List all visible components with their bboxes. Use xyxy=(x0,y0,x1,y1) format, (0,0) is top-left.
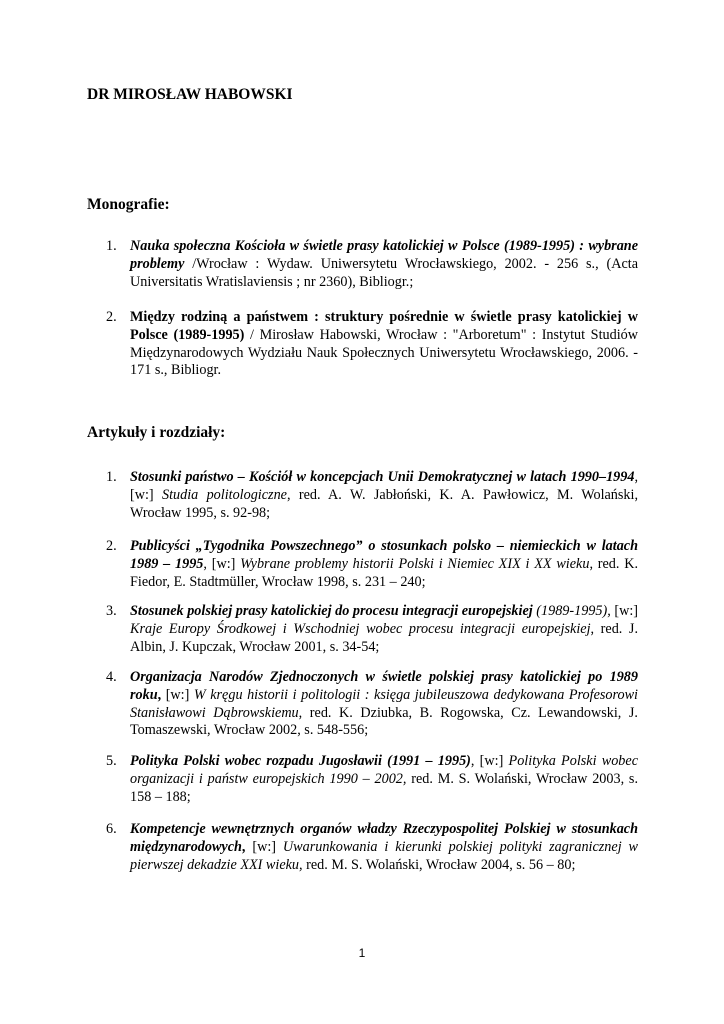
monograph-entry-2 xyxy=(106,309,638,380)
entry-source: Studia politologiczne xyxy=(161,486,287,503)
articles-heading: Artykuły i rozdziały: xyxy=(87,424,226,441)
entry-details: , red. J. Albin, J. Kupczak, Wrocław 2001, s. 34-54; xyxy=(130,620,639,655)
entry-source: Wybrane problemy historii Polski i Niemiec XIX i XX wieku xyxy=(240,555,590,572)
entry-connector: , [w:] xyxy=(130,469,638,503)
entry-connector: [w:] xyxy=(245,838,283,855)
article-entry-3 xyxy=(106,603,638,656)
entry-title: Kompetencje wewnętrznych organów władzy Rzeczypospolitej Polskiej w stosunkach międzynarodowych xyxy=(130,821,638,855)
entry-title-suffix: , xyxy=(157,686,162,703)
article-entry-2 xyxy=(106,538,638,591)
entry-source: Polityka Polski wobec organizacji i państw europejskich 1990 – 2002, xyxy=(130,753,638,787)
entry-details: /Wrocław : Wydaw. Uniwersytetu Wrocławskiego, 2002. - 256 s., (Acta Universitatis Wratislaviensis ; nr 2360), Bibliogr.; xyxy=(130,255,638,290)
entry-details: / Mirosław Habowski, Wrocław : "Arboretum" : Instytut Studiów Międzynarodowych Wydziału Nauk Społecznych Uniwersytetu Wrocławskiego, 2006. - 171 s., Bibliogr. xyxy=(130,326,638,379)
entry-details: , red. K. Fiedor, E. Stadtmüller, Wrocław 1998, s. 231 – 240; xyxy=(130,555,638,590)
entry-number: 1. xyxy=(106,469,117,485)
entry-source: Uwarunkowania i kierunki polskiej polityki zagranicznej w pierwszej dekadzie XXI wieku, xyxy=(130,838,638,873)
entry-number: 2. xyxy=(106,309,117,325)
article-entry-4 xyxy=(106,669,638,740)
entry-details: red. M. S. Wolański, Wrocław 2003, s. 158 – 188; xyxy=(130,770,639,805)
entry-number: 5. xyxy=(106,753,117,769)
entry-title: Nauka społeczna Kościoła w świetle prasy katolickiej w Polsce (1989-1995) : wybrane problemy xyxy=(130,238,638,272)
entry-title: Stosunek polskiej prasy katolickiej do procesu integracji europejskiej xyxy=(130,603,533,619)
monograph-entry-1 xyxy=(106,238,638,291)
entry-number: 6. xyxy=(106,821,117,837)
entry-connector: , [w:] xyxy=(470,753,509,769)
entry-title: Organizacja Narodów Zjednoczonych w świetle polskiej prasy katolickiej po 1989 roku xyxy=(130,669,638,703)
entry-title: Publicyści „Tygodnika Powszechnego” o stosunkach polsko – niemieckich w latach 1989 – 1995 xyxy=(130,538,638,572)
page-number: 1 xyxy=(358,946,366,960)
entry-title: Polityka Polski wobec rozpadu Jugosławii (1991 – 1995) xyxy=(130,753,471,769)
monographs-heading: Monografie: xyxy=(87,196,170,213)
entry-connector: [w:] xyxy=(161,686,194,703)
entry-number: 1. xyxy=(106,238,117,254)
entry-title-suffix: , xyxy=(241,838,246,855)
entry-details: , red. A. W. Jabłoński, K. A. Pawłowicz, M. Wolański, Wrocław 1995, s. 92-98; xyxy=(130,486,639,521)
article-entry-5 xyxy=(106,753,638,806)
article-entry-6 xyxy=(106,821,638,874)
article-entry-1 xyxy=(106,469,638,522)
entry-source: Kraje Europy Środkowej i Wschodniej wobec procesu integracji europejskiej xyxy=(130,620,591,637)
entry-number: 4. xyxy=(106,669,117,685)
entry-title: Stosunki państwo – Kościół w koncepcjach Unii Demokratycznej w latach 1990–1994 xyxy=(130,469,635,485)
entry-number: 2. xyxy=(106,538,117,554)
entry-details: red. M. S. Wolański, Wrocław 2004, s. 56 – 80; xyxy=(302,856,576,873)
entry-connector: [w:] xyxy=(610,603,638,619)
author-name: DR MIROSŁAW HABOWSKI xyxy=(87,86,293,103)
entry-details: , red. K. Dziubka, B. Rogowska, Cz. Lewandowski, J. Tomaszewski, Wrocław 2002, s. 548-556; xyxy=(130,704,638,739)
entry-title-suffix: (1989-1995), xyxy=(532,603,611,619)
entry-number: 3. xyxy=(106,603,117,619)
entry-connector: , [w:] xyxy=(203,555,241,572)
entry-source: W kręgu historii i politologii : księga jubileuszowa dedykowana Profesorowi Stanisławowi Dąbrowskiemu xyxy=(130,686,638,721)
entry-title: Między rodziną a państwem : struktury pośrednie w świetle prasy katolickiej w Polsce (1989-1995) xyxy=(130,309,638,343)
